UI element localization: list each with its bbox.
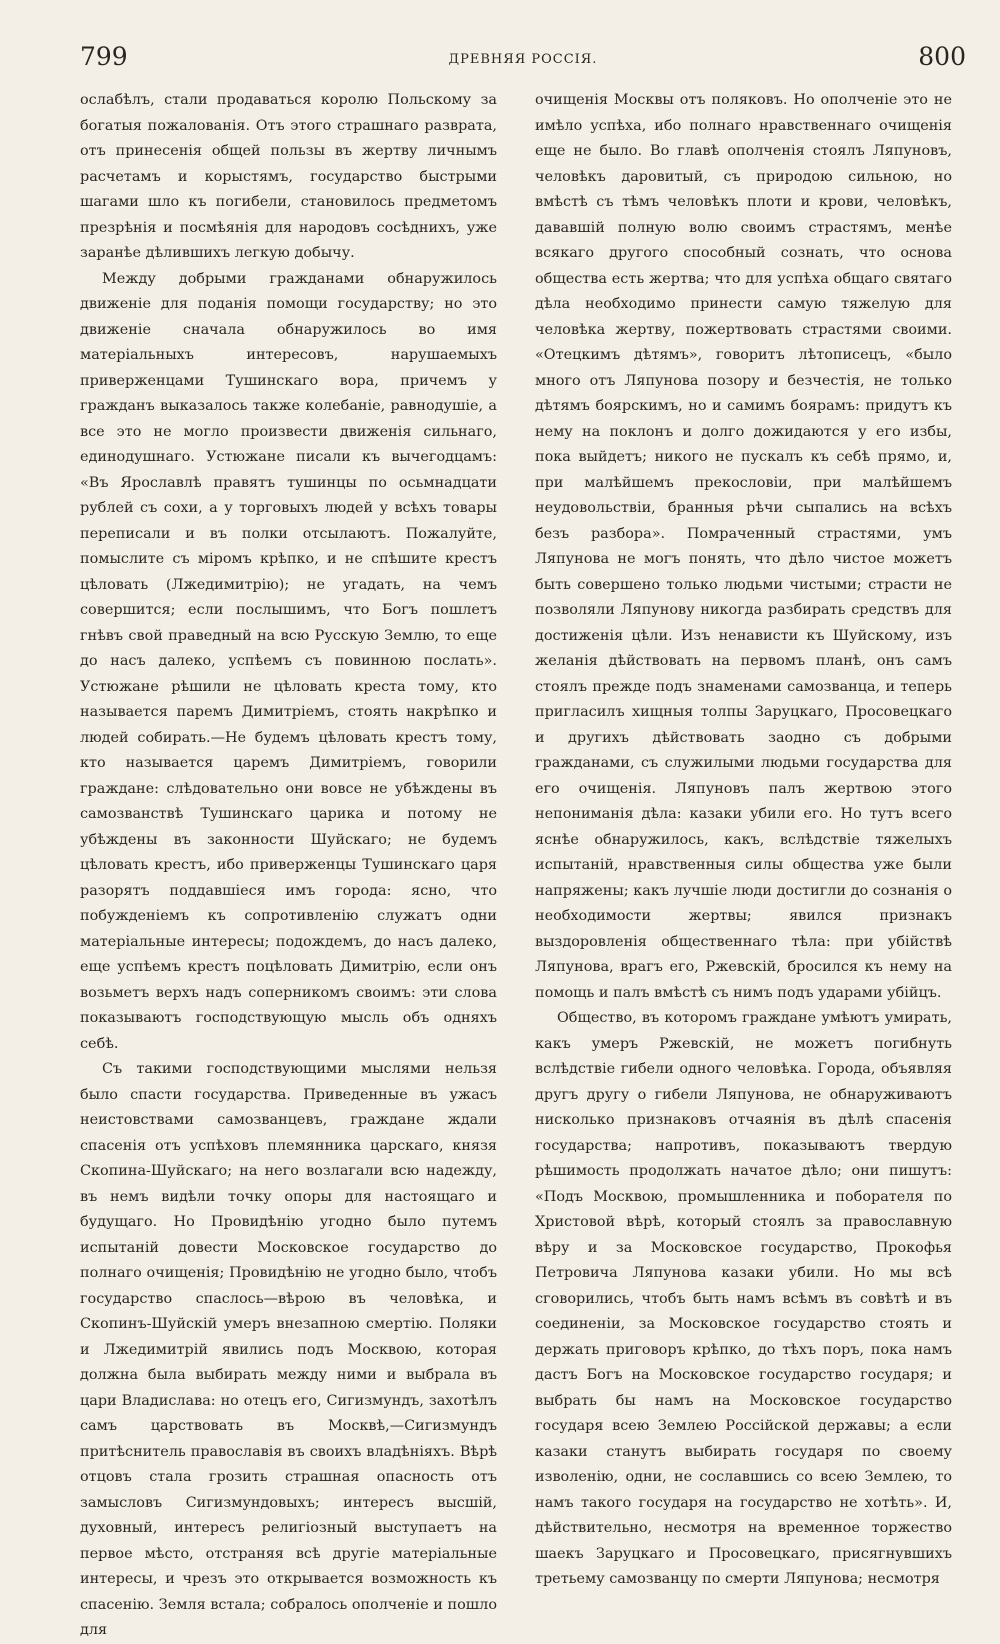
left-column — [80, 88, 497, 1638]
right-column — [535, 88, 952, 1587]
paragraph: ослабѣлъ, стали продаваться королю Польскому за богатыя пожалованія. Отъ этого страшнаго разврата, отъ принесенія общей пользы въ жертву личнымъ расчетамъ и корыстямъ, государство быстрыми шагами шло къ погибели, становилось предметомъ презрѣнія и посмѣянія для народовъ сосѣднихъ, уже заранѣе дѣлившихъ легкую добычу. — [80, 92, 497, 261]
running-title: ДРЕВНЯЯ РОССІЯ. — [448, 52, 598, 67]
paragraph: Съ такими господствующими мыслями нельзя было спасти государства. Приведенные въ ужасъ неистовствами самозванцевъ, граждане ждали спасенія отъ успѣховъ племянника царскаго, князя Скопина-Шуйскаго; на него возлагали всю надежду, въ немъ видѣли точку опоры для настоящаго и будущаго. Но Провидѣнію угодно было путемъ испытаній довести Московское государство до полнаго очищенія; Провидѣнію не угодно было, чтобъ государство спаслось—вѣрою въ человѣка, и Скопинъ-Шуйскій умеръ внезапною смертію. Поляки и Лжедимитрій явились подъ Москвою, которая должна была выбирать между ними и выбрала въ цари Владислава: но отецъ его, Сигизмундъ, захотѣлъ самъ царствовать въ Москвѣ,—Сигизмундъ притѣснитель православія въ своихъ владѣніяхъ. Вѣрѣ отцовъ стала грозить страшная опасность отъ замысловъ Сигизмундовыхъ; интересъ высшій, духовный, интересъ религіозный выступаетъ на первое мѣсто, отстраняя всѣ другіе матеріальные интересы, и чрезъ это открывается возможность къ спасенію. Земля встала; собралось ополченіе и пошло для — [80, 1061, 497, 1638]
paragraph: Общество, въ которомъ граждане умѣютъ умирать, какъ умеръ Ржевскій, не можетъ погибнуть вслѣдствіе гибели одного человѣка. Города, объявляя другъ другу о гибели Ляпунова, не обнаруживаютъ нисколько признаковъ отчаянія въ дѣлѣ спасенія государства; напротивъ, показываютъ твердую рѣшимость продолжать начатое дѣло; они пишутъ: «Подъ Москвою, промышленника и поборателя по Христовой вѣрѣ, который стоялъ за православную вѣру и за Московское государство, Прокофья Петровича Ляпунова казаки убили. Но мы всѣ сговорились, чтобъ быть намъ всѣмъ въ совѣтѣ и въ соединеніи, за Московское государство стоять и держать приговоръ крѣпко, до тѣхъ поръ, пока намъ дастъ Богъ на Московское государство государя; и выбрать бы намъ на Московское государство государя всею Землею Россійской державы; а если казаки станутъ выбирать государя по своему изволенію, одни, не сославшись со всею Землею, то намъ такого государя на государство не хотѣть». И, дѣйствительно, несмотря на временное торжество шаекъ Заруцкаго и Просовецкаго, присягнувшихъ третьему самозванцу по смерти Ляпунова; несмотря — [535, 1010, 952, 1587]
page-number-left: 799 — [80, 42, 128, 71]
page-number-right: 800 — [918, 42, 966, 71]
paragraph: Между добрыми гражданами обнаружилось движеніе для поданія помощи государству; но это движеніе сначала обнаружилось во имя матеріальныхъ интересовъ, нарушаемыхъ приверженцами Тушинскаго вора, причемъ у гражданъ выказалось также колебаніе, равнодушіе, а все это не могло произвести движенія сильнаго, единодушнаго. Устюжане писали къ вычегодцамъ: «Въ Ярославлѣ правятъ тушинцы по осьмнадцати рублей съ сохи, а у торговыхъ людей у всѣхъ товары переписали и въ полки отсылаютъ. Пожалуйте, помыслите съ міромъ крѣпко, и не спѣшите крестъ цѣловать (Лжедимитрію); не угадать, на чемъ совершится; если послышимъ, что Богъ пошлетъ гнѣвъ свой праведный на всю Русскую Землю, то еще до насъ далеко, успѣемъ съ повинною послать». Устюжане рѣшили не цѣловать креста тому, кто называется паремъ Димитріемъ, стоять накрѣпко и людей собирать.—Не будемъ цѣловать крестъ тому, кто называется царемъ Димитріемъ, говорили граждане: слѣдовательно они вовсе не убѣждены въ самозванствѣ Тушинскаго царика и потому не убѣждены въ законности Шуйскаго; не будемъ цѣловать крестъ, ибо приверженцы Тушинскаго царя разорятъ поддавшіеся имъ города: ясно, что побужденіемъ къ сопротивленію служатъ одни матеріальные интересы; подождемъ, до насъ далеко, еще успѣемъ крестъ поцѣловать Димитрію, если онъ возьметъ верхъ надъ соперникомъ своимъ: эти слова показываютъ господствующую мысль объ одняхъ себѣ. — [80, 270, 497, 1052]
paragraph: очищенія Москвы отъ поляковъ. Но ополченіе это не имѣло успѣха, ибо полнаго нравственнаго очищенія еще не было. Во главѣ ополченія стоялъ Ляпуновъ, человѣкъ даровитый, съ природою сильною, но вмѣстѣ съ тѣмъ человѣкъ плоти и крови, человѣкъ, дававшій полную волю своимъ страстямъ, менѣе всякаго другого способный сознать, что основа общества есть жертва; что для успѣха общаго святаго дѣла необходимо принести самую тяжелую для человѣка жертву, пожертвовать страстями своими. «Отецкимъ дѣтямъ», говоритъ лѣтописецъ, «было много отъ Ляпунова позору и безчестія, не только дѣтямъ боярскимъ, но и самимъ боярамъ: придутъ къ нему на поклонъ и долго дожидаются у его избы, пока выйдетъ; никого не пускалъ къ себѣ прямо, и, при малѣйшемъ прекословіи, при малѣйшемъ неудовольствіи, бранныя рѣчи сыпались на всѣхъ безъ разбора». Помраченный страстями, умъ Ляпунова не могъ понять, что дѣло чистое можетъ быть совершено только людьми чистыми; страсти не позволяли Ляпунову никогда разбирать средствъ для достиженія цѣли. Изъ ненависти къ Шуйскому, изъ желанія дѣйствовать на первомъ планѣ, онъ самъ стоялъ прежде подъ знаменами самозванца, и теперь пригласилъ хищныя толпы Заруцкаго, Просовецкаго и другихъ дѣйствовать заодно съ добрыми гражданами, съ служилыми людьми государства для его очищенія. Ляпуновъ палъ жертвою этого непониманія дѣла: казаки убили его. Но тутъ всего яснѣе обнаружилось, какъ, вслѣдствіе тяжелыхъ испытаній, нравственныя силы общества уже были напряжены; какъ лучшіе люди достигли до сознанія о необходимости жертвы; явился признакъ выздоровленія общественнаго тѣла: при убійствѣ Ляпунова, врагъ его, Ржевскій, бросился къ нему на помощь и палъ вмѣстѣ съ нимъ подъ ударами убійцъ. — [535, 92, 952, 1001]
page-header — [80, 42, 966, 76]
